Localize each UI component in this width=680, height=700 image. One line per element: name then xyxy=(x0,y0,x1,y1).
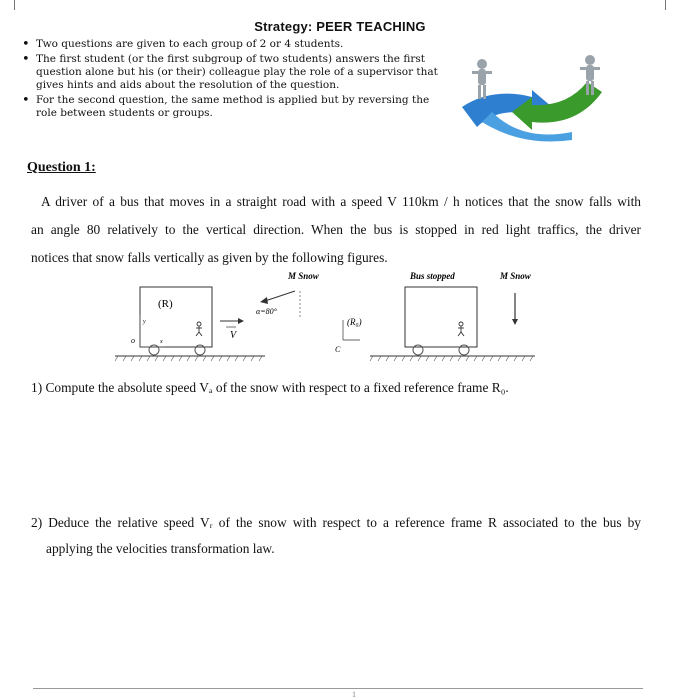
question-heading: Question 1: xyxy=(27,160,96,175)
moving-bus-body xyxy=(140,287,212,347)
axis-o-label: o xyxy=(131,336,135,345)
axis-y-label: y xyxy=(143,319,146,325)
vertical-snow-arrowhead-icon xyxy=(512,319,518,325)
snow-direction-arrow xyxy=(265,291,295,301)
stopped-bus-body xyxy=(405,287,477,347)
part-2-line-1: 2) Deduce the relative speed Vᵣ of the snow with respect to a reference frame R associated to the bus by xyxy=(31,515,641,530)
part-2-question xyxy=(31,510,641,562)
bullet-item: • Two questions are given to each group of 2 or 4 students. xyxy=(20,38,450,51)
question-line-3: notices that snow falls vertically as given by the following figures. xyxy=(31,250,388,265)
page-number: 1 xyxy=(352,690,356,699)
frame-R-label: (R) xyxy=(158,298,173,310)
bus-stopped-label: Bus stopped xyxy=(410,271,455,281)
page-border-right xyxy=(665,0,666,10)
driver-icon xyxy=(196,322,202,336)
question-line-1: A driver of a bus that moves in a straight road with a speed V 110km / h notices that the snow falls with xyxy=(41,194,641,209)
bullet-item: • The first student (or the first subgroup of two students) answers the first question alone but his (or their) colleague play the role of a supervisor that gives hints and aids about the resolution of the question. xyxy=(20,53,450,92)
strategy-title: Strategy: PEER TEACHING xyxy=(254,19,426,34)
person-left-icon xyxy=(472,59,492,99)
part-1-question: 1) Compute the absolute speed Vₐ of the snow with respect to a fixed reference frame R₀. xyxy=(31,380,509,395)
snow-label-right: M Snow xyxy=(500,271,531,281)
bullet-item: • For the second question, the same method is applied but by reversing the role between students or groups. xyxy=(20,94,450,120)
bus-snow-figure xyxy=(110,265,560,375)
velocity-label: V xyxy=(230,330,237,341)
angle-label: α=80° xyxy=(256,307,277,316)
question-statement xyxy=(31,188,641,272)
snow-arrowhead-icon xyxy=(260,297,268,304)
peer-teaching-graphic xyxy=(452,52,617,142)
velocity-arrowhead-icon xyxy=(238,318,244,324)
strategy-bullets xyxy=(20,38,450,122)
stopped-driver-icon xyxy=(458,322,464,336)
axis-x-label: x xyxy=(160,339,163,345)
footer-divider xyxy=(33,688,643,689)
page-border-left xyxy=(14,0,15,10)
origin-c-label: C xyxy=(335,345,341,354)
road-hatch-left xyxy=(115,356,262,361)
frame-R0-label: (R₀) xyxy=(347,317,362,327)
road-hatch-right xyxy=(370,356,533,361)
part-2-line-2: applying the velocities transformation law. xyxy=(46,541,275,556)
question-line-2: an angle 80 relatively to the vertical direction. When the bus is stopped in red light traffics, the driver xyxy=(31,222,641,237)
snow-label-left: M Snow xyxy=(288,271,319,281)
